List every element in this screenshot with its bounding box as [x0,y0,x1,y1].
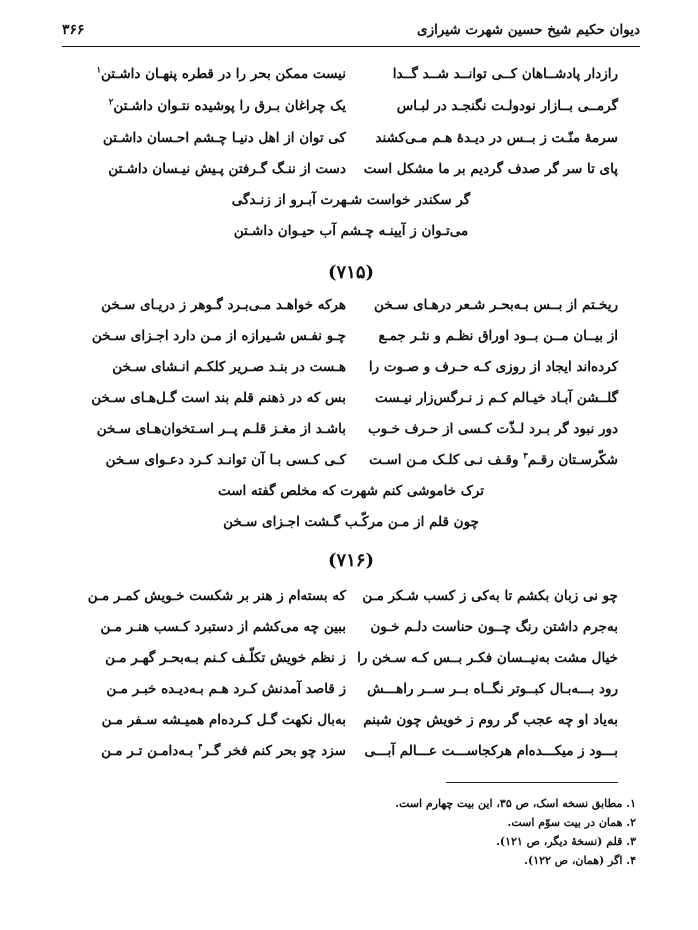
footnote: ۲. همان در بیت سوّم است. [507,816,636,829]
verse-couplet [62,712,640,744]
verse-couplet [62,130,640,162]
verse-hemistich-left: به‌بال نکهت گـل کـرده‌ام همیـشه سـفر مـن [101,712,346,728]
verse-hemistich-left: دست از ننـگ گـرفتن پـیش نیـسان داشـتن [108,161,346,177]
footnote: ۱. مطابق نسخه اسک، ص ۳۵، این بیت چهارم است. [395,797,636,810]
verse-hemistich-left [74,98,346,114]
verse-hemistich-right: چو نی زبان بکشم تا به‌کی ز کسب شـکر مـن [362,588,618,604]
verse-hemistich-left: که بسته‌ام ز هنر بر شکست خـویش کمـر مـن [87,588,346,604]
verse-text: یک چراغان بـرق را پوشیده نتـوان داشـتن [113,98,346,114]
verse-hemistich-right: از بیــان مــن بــود اوراق نظـم و نثـر جمـع [378,328,618,344]
verse-hemistich-right: دور نبود گر بـرد لـذّت کـسی از حـرف خـوب [367,421,618,437]
poem-number: (۷۱۶) [327,550,375,571]
verse-hemistich-left: ز نظم خویش تکلّـف کـنم بـه‌بحـر گهـر مـن [105,650,346,666]
verse-couplet [62,161,640,193]
verse-hemistich-left: کـی کـسی بـا آن توانـد کـرد دعـوای سـخن [105,452,346,468]
verse-couplet [62,359,640,391]
verse-text: بـه‌دامـن تـر مـن [101,743,198,759]
verse-hemistich-left [74,743,346,759]
verse-hemistich-left: چـو نفـس شـیرازه از مـن دارد اجـزای سـخن [91,328,346,344]
verse-couplet [62,390,640,422]
verse-hemistich-right: ریخـتم از بــس بـه‌بحـر شـعر درهـای سـخن [374,297,618,313]
verse-text: وقـف نـی کلـک مـن اسـت [369,452,524,468]
footnote-marker: ۲ [108,97,114,108]
page-number: ۳۶۶ [62,22,85,38]
verse-text: سزد چو بحر کنم فخر گـر [202,743,346,759]
footnote: ۴. اگر (همان، ص ۱۲۲). [524,854,636,867]
verse-hemistich-right: رازدار پادشــاهان کــی توانــد شــد گــدا [392,66,618,82]
verse-hemistich-left: ز قاصد آمدنش کـرد هـم بـه‌دیـده خبـر مـن [106,681,346,697]
verse-couplet [62,588,640,620]
footnote: ۳. قلم (نسخهٔ دیگر، ص ۱۲۱). [496,835,636,848]
verse-hemistich-right: بـــود ز میکـــده‌ام هرکجاســـت عـــالم آبـــی [364,743,618,759]
verse-hemistich-right: گرمــی بــازار نودولـت نگنجـد در لبـاس [396,98,618,114]
running-title: دیوان حکیم شیخ حسین شهرت شیرازی [417,22,640,38]
footnote-marker: ۱ [96,65,102,76]
verse-hemistich-right: به‌یاد او چه عجب گر روم ز خویش چون شبنم [363,712,618,728]
verse-hemistich-right: به‌جرم داشتن رنگ چــون حناست دلـم خـون [370,619,618,635]
closing-verse-line: گر سکندر خواست شـهرت آبـرو از زنـدگی [231,192,471,208]
verse-couplet [62,98,640,130]
verse-hemistich-right [346,452,618,468]
footnote-marker: ۴ [197,742,203,753]
verse-hemistich-right: کرده‌اند ایجاد از روزی کـه حـرف و صـوت را [368,359,618,375]
verse-text: نیست ممکن بحر را در قطره پنهـان داشـتن [101,66,346,82]
verse-couplet [62,743,640,775]
verse-couplet [62,297,640,329]
page-header [62,20,640,47]
verse-hemistich-right: خیال مشت به‌نیــسان فکـر بــس کـه سـخن را [357,650,618,666]
closing-verse-line: می‌تـوان ز آیینـه چـشم آب حیـوان داشـتن [233,223,469,239]
verse-hemistich-left: هرکه خواهـد مـی‌بـرد گـوهر ز دریـای سـخن [101,297,346,313]
footnote-marker: ۳ [523,451,528,462]
verse-couplet [62,66,640,98]
verse-couplet [62,619,640,651]
closing-verse-line: ترک خاموشی کنم شهرت که مخلص گفته است [217,483,485,499]
verse-couplet [62,328,640,360]
verse-hemistich-left: کی توان از اهل دنیـا چـشم احـسان داشـتن [102,130,346,146]
poem-number: (۷۱۵) [327,262,375,283]
verse-hemistich-left: هـست در بنـد صـریر کلکـم انـشای سـخن [112,359,346,375]
verse-couplet [62,650,640,682]
verse-hemistich-right: گلــشن آبـاد خیـالم کـم ز نـرگس‌زار نیـست [374,390,618,406]
footnote-separator [446,782,618,783]
verse-hemistich-left: باشـد از مغـز قلـم پــر اسـتخوان‌هـای سـخن [96,421,346,437]
verse-text: شکّرسـتان رقـم [527,452,618,468]
verse-couplet [62,452,640,484]
verse-hemistich-right: سرمهٔ منّـت ز بــس در دیـدهٔ هـم مـی‌کشند [375,130,618,146]
verse-hemistich-left: ببین چه می‌کشم از دستبرد کـسب هنـر مـن [100,619,346,635]
verse-couplet [62,421,640,453]
verse-hemistich-right: رود بـــه‌بـال کبــوتر نگــاه بــر ســر راهـــش [367,681,618,697]
verse-hemistich-left [74,66,346,82]
verse-couplet [62,681,640,713]
closing-verse-line: چون قلم از مـن مرکّـب گـشت اجـزای سـخن [223,514,479,530]
verse-hemistich-left: بس که در ذهنم قلم بند است گـل‌هـای سـخن [91,390,346,406]
verse-hemistich-right: پای تا سر گر صدف گردیم بر ما مشکل است [363,161,618,177]
